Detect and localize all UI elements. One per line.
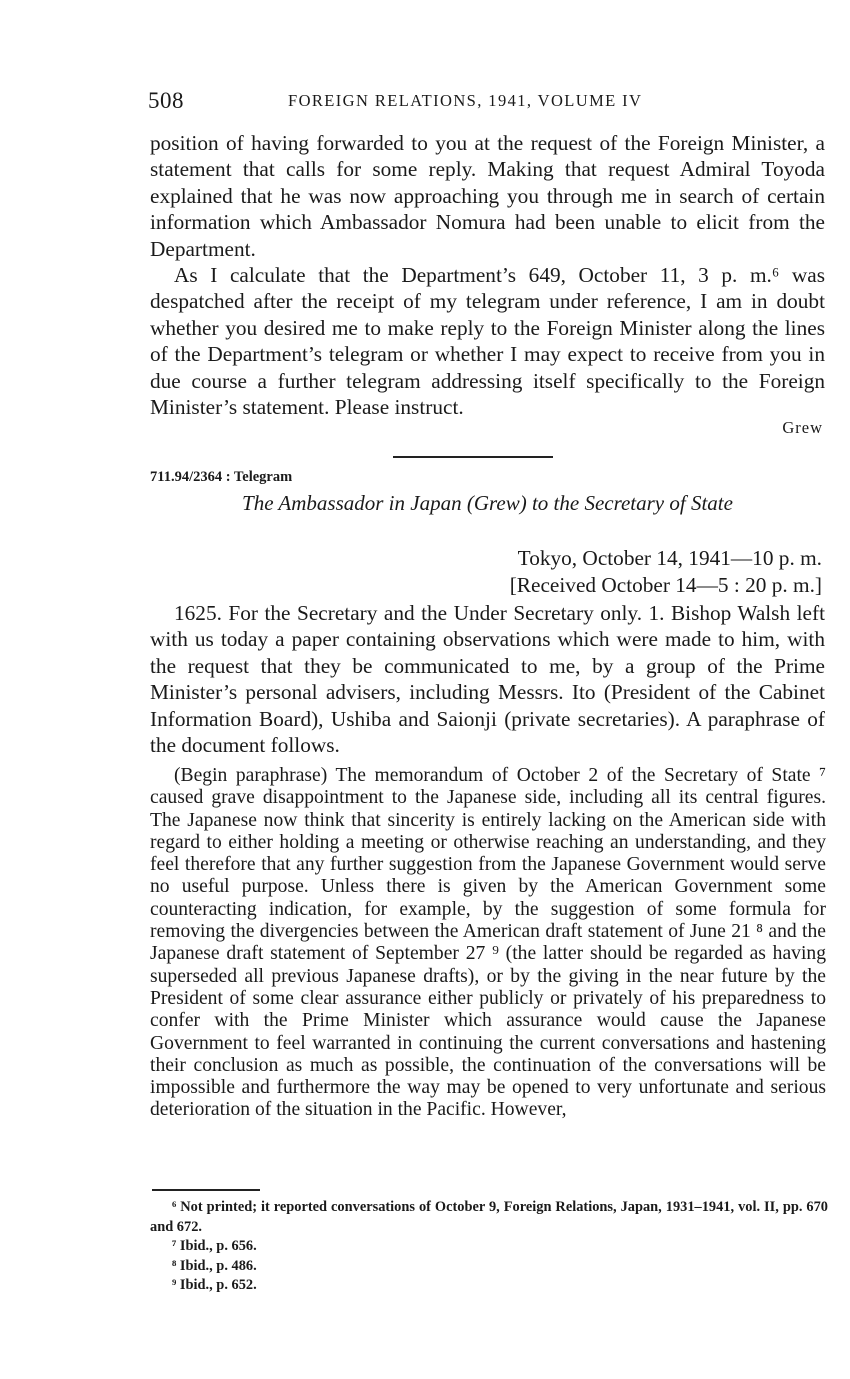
footnote-6: ⁶ Not printed; it reported conversations of October 9, Foreign Relations, Japan, 1931–1941, vol. II, pp. 670 and 672.	[150, 1199, 828, 1235]
dateline	[510, 545, 822, 598]
footnotes	[150, 1198, 828, 1296]
document-title: The Ambassador in Japan (Grew) to the Secretary of State	[242, 491, 733, 515]
footnote-7: ⁷ Ibid., p. 656.	[172, 1238, 257, 1254]
footnote-divider	[152, 1189, 260, 1191]
file-number: 711.94/2364 : Telegram	[150, 469, 293, 485]
dateline-received: [Received October 14—5 : 20 p. m.]	[509, 572, 822, 597]
continued-paragraph-2: As I calculate that the Department’s 649, October 11, 3 p. m.⁶ was despatched after the receipt of my telegram under reference, I am in doubt whether you desired me to make reply to the Foreign Minister along the lines of the Department’s telegram or whether I may expect to receive from you in due course a further telegram addressing itself specifically to the Foreign Minister’s statement. Please instruct.	[150, 263, 825, 420]
running-head: FOREIGN RELATIONS, 1941, VOLUME IV	[288, 91, 643, 110]
continued-document	[150, 130, 825, 420]
signature-grew: Grew	[782, 418, 823, 437]
page-header	[148, 88, 828, 116]
page-number: 508	[148, 88, 184, 113]
continued-paragraph-1: position of having forwarded to you at the request of the Foreign Minister, a statement that calls for some reply. Making that request Admiral Toyoda explained that he was now approaching you through me in search of certain information which Ambassador Nomura had been unable to elicit from the Department.	[150, 131, 825, 261]
telegram-body-paraphrase	[150, 765, 826, 1122]
telegram-body-intro	[150, 600, 825, 758]
telegram-paragraph-1: 1625. For the Secretary and the Under Secretary only. 1. Bishop Walsh left with us today a paper containing observations which were made to him, with the request that they be communicated to me, by a group of the Prime Minister’s personal advisers, including Messrs. Ito (President of the Cabinet Information Board), Ushiba and Saionji (private secretaries). A paraphrase of the document follows.	[150, 601, 825, 758]
section-divider	[393, 456, 553, 458]
telegram-paragraph-2: (Begin paraphrase) The memorandum of October 2 of the Secretary of State ⁷ caused grave disappointment to the Japanese side, including all its central figures. The Japanese now think that sincerity is entirely lacking on the American side with regard to either holding a meeting or otherwise reaching an understanding, and they feel therefore that any further suggestion from the Japanese Government would serve no useful purpose. Unless there is given by the American Government some counteracting indication, for example, by the suggestion of some formula for removing the divergencies between the American draft statement of June 21 ⁸ and the Japanese draft statement of September 27 ⁹ (the latter should be regarded as having superseded all previous Japanese drafts), or by the giving in the near future by the President of some clear assurance either publicly or privately of his preparedness to confer with the Prime Minister which assurance would cause the Japanese Government to feel warranted in continuing the current conversations and hastening their conclusion as much as possible, the continuation of the conversations will be impossible and furthermore the way may be opened to very unfortunate and serious deterioration of the situation in the Pacific. However,	[150, 765, 826, 1121]
footnote-8: ⁸ Ibid., p. 486.	[172, 1257, 257, 1274]
dateline-sent: Tokyo, October 14, 1941—10 p. m.	[517, 546, 822, 570]
footnote-9: ⁹ Ibid., p. 652.	[172, 1277, 257, 1293]
